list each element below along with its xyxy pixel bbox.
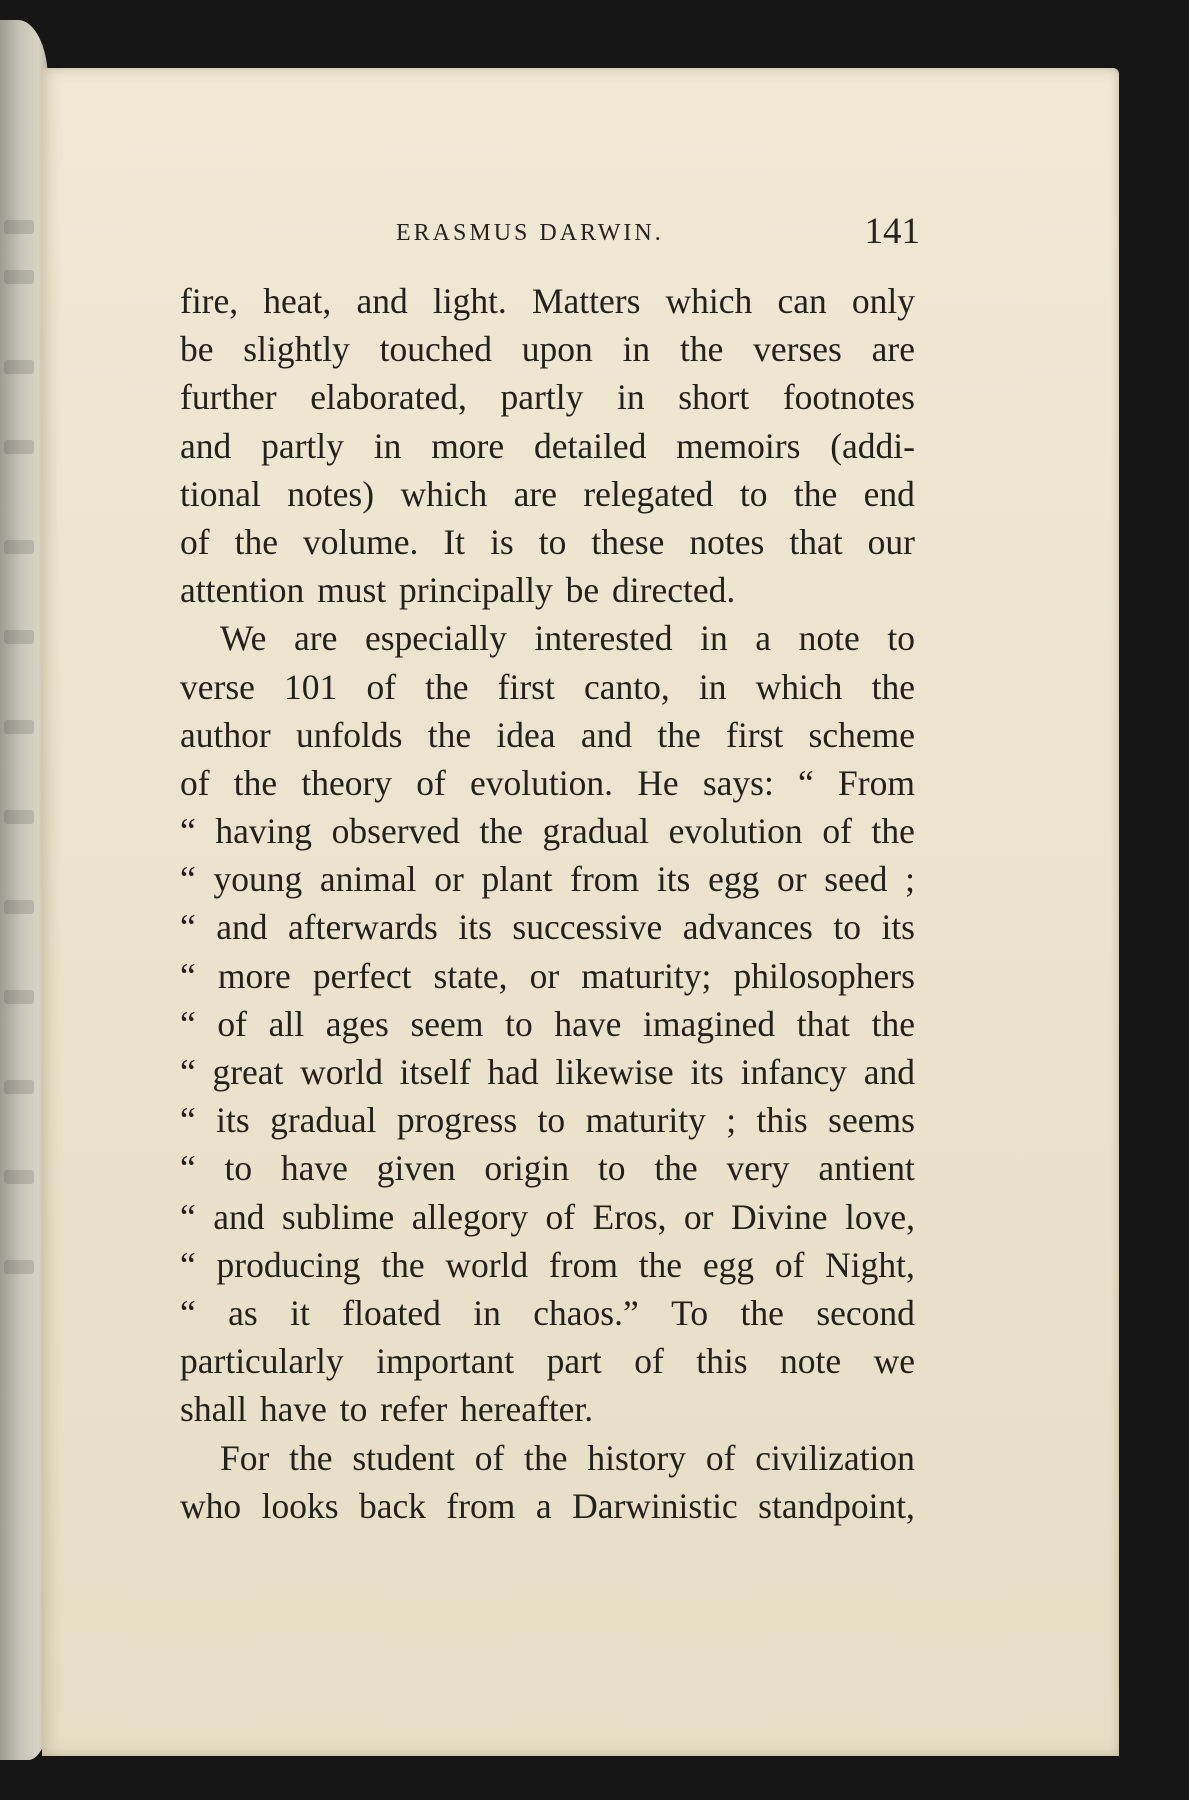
show-through-mark: [4, 810, 34, 824]
body-text: [180, 277, 915, 1530]
page-number: 141: [864, 211, 920, 252]
text-line: and partly in more detailed memoirs (addi-: [180, 425, 915, 466]
text-line: further elaborated, partly in short footnotes: [180, 377, 915, 418]
show-through-mark: [4, 1080, 34, 1094]
show-through-mark: [4, 360, 34, 374]
show-through-mark: [4, 1170, 34, 1184]
running-head: ERASMUS DARWIN.: [396, 220, 664, 246]
show-through-mark: [4, 440, 34, 454]
text-line: particularly important part of this note we: [180, 1341, 915, 1382]
text-line: “ its gradual progress to maturity ; this seems: [180, 1100, 915, 1141]
text-line: shall have to refer hereafter.: [180, 1389, 594, 1430]
text-line: tional notes) which are relegated to the end: [180, 473, 915, 514]
text-line: author unfolds the idea and the first scheme: [180, 714, 915, 755]
text-line: “ as it floated in chaos.” To the second: [180, 1292, 915, 1333]
text-line: fire, heat, and light. Matters which can only: [180, 281, 915, 321]
page-header: [185, 210, 920, 260]
show-through-mark: [4, 540, 34, 554]
show-through-mark: [4, 990, 34, 1004]
text-line: For the student of the history of civilization: [220, 1437, 915, 1478]
show-through-mark: [4, 220, 34, 234]
previous-page-edge: [0, 20, 48, 1760]
text-line: be slightly touched upon in the verses are: [180, 329, 915, 370]
text-line: “ great world itself had likewise its infancy and: [180, 1052, 915, 1092]
text-line: of the volume. It is to these notes that our: [180, 521, 915, 562]
text-line: We are especially interested in a note to: [220, 618, 915, 659]
show-through-mark: [4, 1260, 34, 1274]
text-line: “ of all ages seem to have imagined that the: [180, 1003, 915, 1044]
text-line: who looks back from a Darwinistic standpoint,: [180, 1485, 915, 1526]
text-line: “ more perfect state, or maturity; philosophers: [180, 955, 915, 996]
show-through-mark: [4, 270, 34, 284]
text-line: “ producing the world from the egg of Night,: [180, 1244, 915, 1285]
text-line: attention must principally be directed.: [180, 570, 736, 611]
text-line: of the theory of evolution. He says: “ From: [180, 762, 915, 803]
text-line: “ and afterwards its successive advances to its: [180, 907, 915, 948]
show-through-mark: [4, 900, 34, 914]
text-line: “ to have given origin to the very antient: [180, 1148, 915, 1189]
text-line: “ and sublime allegory of Eros, or Divine love,: [180, 1196, 915, 1237]
text-line: verse 101 of the first canto, in which the: [180, 666, 915, 707]
show-through-mark: [4, 720, 34, 734]
text-line: “ having observed the gradual evolution of the: [180, 811, 915, 852]
text-line: “ young animal or plant from its egg or seed ;: [180, 859, 915, 900]
show-through-mark: [4, 630, 34, 644]
